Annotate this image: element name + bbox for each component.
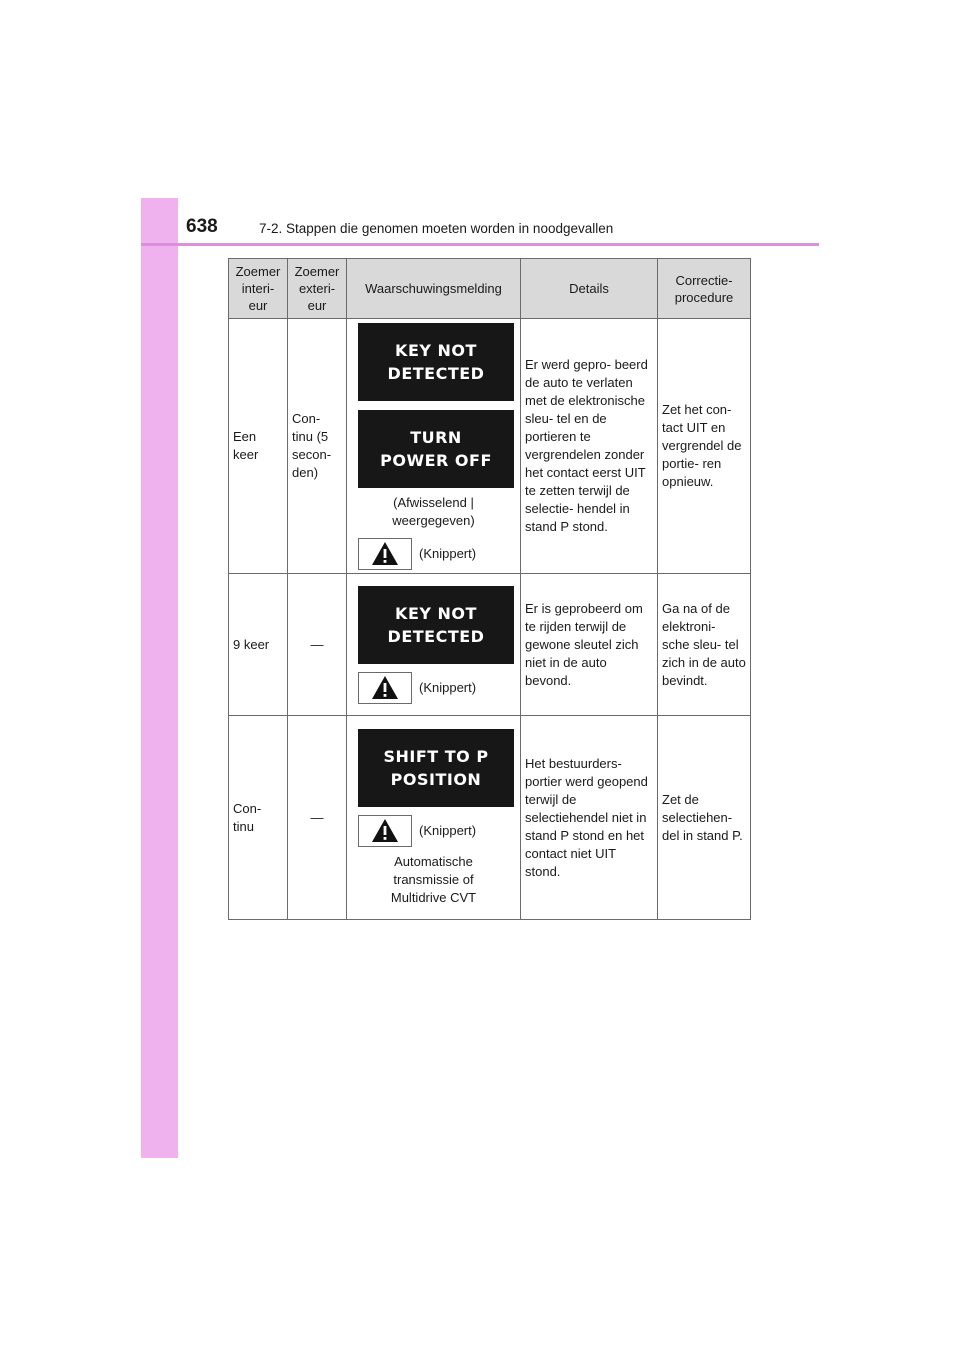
warning-message-cell xyxy=(347,319,521,574)
correction-cell: Zet de selectiehen- del in stand P. xyxy=(658,716,751,920)
details-cell: Er werd gepro- beerd de auto te verlaten met de elektronische sleu- tel en de portieren te vergrendelen zonder het contact eerst UIT te zetten terwijl de selectie- hendel in stand P stond. xyxy=(521,319,658,574)
exterior-buzzer-cell: Con- tinu (5 secon- den) xyxy=(288,319,347,574)
details-cell: Het bestuurders- portier werd geopend terwijl de selectiehendel niet in stand P stond en het contact niet UIT stond. xyxy=(521,716,658,920)
alternating-caption: (Afwisselend | weergegeven) xyxy=(392,494,475,528)
header-divider xyxy=(141,243,819,246)
header-correction: Correctie- procedure xyxy=(658,259,751,319)
page-number: 638 xyxy=(186,216,218,237)
warning-message-cell xyxy=(347,716,521,920)
correction-cell: Ga na of de elektroni- sche sleu- tel zich in de auto bevindt. xyxy=(658,574,751,716)
warning-triangle-icon xyxy=(358,672,412,704)
interior-buzzer-cell: 9 keer xyxy=(229,574,288,716)
display-key-not-detected: KEY NOT DETECTED xyxy=(358,586,514,664)
section-title: 7-2. Stappen die genomen moeten worden in noodgevallen xyxy=(259,221,614,236)
interior-buzzer-cell: Con- tinu xyxy=(229,716,288,920)
table-row xyxy=(229,319,751,574)
table-row xyxy=(229,716,751,920)
details-cell: Er is geprobeerd om te rijden terwijl de gewone sleutel zich niet in de auto bevond. xyxy=(521,574,658,716)
display-shift-to-p-position: SHIFT TO P POSITION xyxy=(358,729,514,807)
table-row xyxy=(229,574,751,716)
display-key-not-detected: KEY NOT DETECTED xyxy=(358,323,514,401)
blink-indicator xyxy=(358,815,516,847)
table-header-row xyxy=(229,259,751,319)
interior-buzzer-cell: Een keer xyxy=(229,319,288,574)
transmission-note: Automatische transmissie of Multidrive CVT xyxy=(390,853,477,905)
side-color-band xyxy=(141,198,178,1158)
blink-label: (Knippert) xyxy=(419,679,477,695)
warning-message-cell xyxy=(347,574,521,716)
header-interior-buzzer: Zoemer interi- eur xyxy=(229,259,288,319)
header-warning-message: Waarschuwingsmelding xyxy=(347,259,521,319)
header-exterior-buzzer: Zoemer exteri- eur xyxy=(288,259,347,319)
blink-indicator xyxy=(358,672,516,704)
exterior-buzzer-cell: — xyxy=(288,716,347,920)
display-turn-power-off: TURN POWER OFF xyxy=(358,410,514,488)
blink-indicator xyxy=(358,538,516,570)
warning-table xyxy=(228,258,751,920)
warning-triangle-icon xyxy=(358,538,412,570)
exterior-buzzer-cell: — xyxy=(288,574,347,716)
header-details: Details xyxy=(521,259,658,319)
warning-triangle-icon xyxy=(358,815,412,847)
correction-cell: Zet het con- tact UIT en vergrendel de portie- ren opnieuw. xyxy=(658,319,751,574)
blink-label: (Knippert) xyxy=(419,822,477,838)
blink-label: (Knippert) xyxy=(419,545,477,561)
